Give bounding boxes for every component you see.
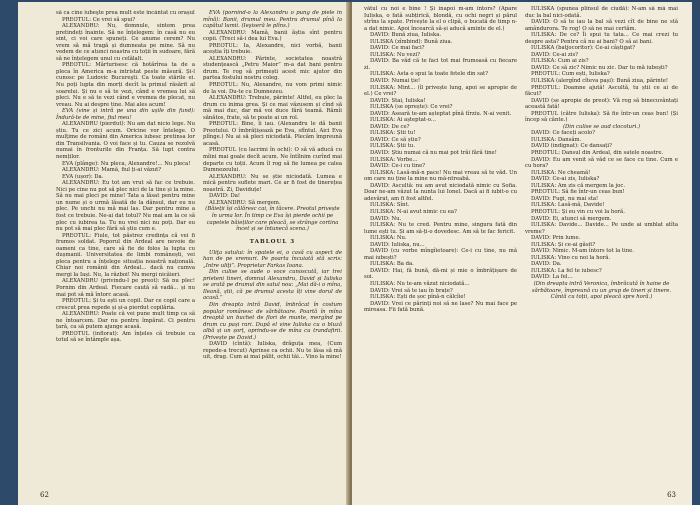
dialogue-line: PREOTUL (către Iuliska): Să fie într-un ceas bun! (Și încep să cânte.): [525, 110, 678, 124]
dialogue-line: PREOTUL: Ce vrei să spui?: [62, 16, 136, 23]
dialogue-line: IULISKA: Nu te-am văzut niciodată...: [370, 280, 470, 287]
dialogue-line: DAVID: Ce-i cu tine?: [370, 163, 426, 170]
dialogue-line: IULISKA: Ne cheamă!: [531, 169, 591, 176]
dialogue-line: IULISKA: Lasă-mă, Davide!: [531, 202, 605, 209]
dialogue-line: ALEXANDRU (pierdut): Nu am dat nicio lege. Nu știu. Tu ce zici acum. Oricine vor întelege. O mulțime de români din America iubesc pretinsa lor din Transilvania. O voi face și tu. Cauza se rezolvă numai în fronturile din Franța. Să lupt contra nemților.: [56, 121, 195, 161]
dialogue-line: DAVID: Ba văd că te faci tot mai frumoasă cu fiecare zi.: [364, 58, 517, 71]
dialogue-line: DAVID: Vrei ce părinți noi să ne lase? Nu mai face pe mireasa. Fii fată bună.: [364, 300, 517, 314]
right-page-column-1: [364, 6, 517, 314]
dialogue-line: ALEXANDRU: Mamă, banii ăștia sînt pentru copii. (Treci să-i dea lui Eva.): [203, 29, 342, 43]
dialogue-line: IULISKA: Nu vezi?: [370, 51, 421, 58]
dialogue-line: PREOTUL: Fiule, tot păstrez credința că vei fi frumos soldat. Poporul din Ardeal are nevoie de oameni ca tine, care să fie de folos la lupta cu dușmanii. Universitatea de limbi românești, vei pleca pentru a înțelege situația noastră națională. Chiar noi românii din Ardeal... dacă nu cumva mergi la Iași. Nu, la război! Nu mergi nicăieri.: [56, 232, 195, 278]
stage-direction: (Băieții își călăresc cai, în tăcere. Preotul privește în urma lor. În timp ce Eva își pierde ochii pe capetele băieților care pleacă, se strânge cortina încet și se întunecă scena.): [205, 206, 340, 233]
dialogue-line: IULISKA: Davide... Davide... Pe unde ai umblat atîta vreme?: [525, 222, 678, 235]
dialogue-line: EVA (ușor): Da.: [62, 173, 104, 180]
dialogue-line: ALEXANDRU: Eu tot am vrut să fac ce trebuie. Nici pe cine nu pot să plec nici de la tine și la mine. Să nu mai pleci pe mine! Tata a lăsat pentru mine un nume și o urmă lăsată de la dânsul, dar eu nu plec. Pe unchi nu mă mai las. Dar pentru mine a fost ce trebuie. Ne-ai dat totul? Nu mai am la ce să plec cu iubirea ta. Tu nu vrei nici nu poți. Dar eu nu pot să mai plec fără să știu cum e.: [56, 180, 195, 233]
dialogue-line: să ca cine iubeşte prea mult este încântat cu orașul: [56, 10, 195, 16]
scene-title: TABLOUL 3: [249, 238, 296, 245]
page-number-left: 62: [40, 491, 49, 499]
dialogue-line: DAVID: Ce-ai zis, Iuliska?: [531, 176, 600, 183]
dialogue-line: IULISKA: Știi tu!: [370, 130, 416, 137]
dialogue-line: ALEXANDRU: Să mergem.: [209, 199, 281, 206]
left-page-column-1: [56, 10, 195, 361]
dialogue-line: PREOTUL: Și tu ești un copil. Dar ce copil care a crescut prea repede și și-a pierdut copilăria.: [56, 298, 195, 311]
dialogue-line: IULISKA: Ești de șoc pînă-n călcîie!: [370, 294, 466, 301]
dialogue-line: IULISKA: Am zis că mergem la joc.: [531, 182, 625, 189]
right-page-column-2: [525, 6, 678, 314]
dialogue-line: IULISKA: Și ce-ai găsit?: [531, 241, 596, 248]
dialogue-line: DAVID: Nu.: [370, 215, 402, 222]
dialogue-line: IULISKA: Ba da.: [370, 261, 414, 268]
dialogue-line: DAVID: Ce să zic? Nimic nu zic. Dar tu mă iubești?: [531, 64, 668, 71]
left-page-column-2: [203, 10, 342, 361]
dialogue-line: DAVID: De ce?: [370, 123, 410, 130]
dialogue-line: ALEXANDRU: Nu se știe niciodată. Lumea e mică pentru suflete mari. Ce ar fi fost de tinerețea noastră. Zi, Daviduțe!: [203, 173, 342, 193]
page-number-right: 63: [667, 491, 676, 499]
dialogue-line: ALEXANDRU: Mamă, fiul ți-ai văzut?: [62, 167, 162, 174]
dialogue-line: DAVID: Fugi, nu mai sta!: [531, 195, 599, 202]
dialogue-line: DAVID: La fel...: [531, 274, 573, 281]
stage-direction: Din culise se aude o voce cunoscută, iar trei prieteni tineri, domnul Alexandru, David și Iuliska se arată pe drumul din satul nou: „Mai dă-i o mîna, Ileană, știi, că pe drumul acesta îți vine dorul de acasă.”: [203, 269, 342, 302]
dialogue-line: DAVID: Hai, fă bună, dă-mi și mie o îmbrățișare de soi.: [364, 267, 517, 281]
dialogue-line: IULISKA: Asta o spui la toate fetele din sat?: [370, 71, 488, 78]
dialogue-line: DAVID (indignat): Ce dansați?: [531, 143, 612, 150]
dialogue-line: DAVID: Numai ție!: [370, 78, 421, 85]
dialogue-line: PREOTUL: Nu, Alexandre, nu vom primi nimic de la voi. Du-te cu Dumnezeu.: [203, 82, 342, 95]
dialogue-line: DAVID: Da!: [209, 193, 240, 200]
dialogue-line: PREOTUL: Bine, îi iau. (Alexandru le dă banii Preotului. O îmbrățișează pe Eva, sfîntul. Aici Eva plînge.) Nu ai să pleci niciodată. Plecăm împreună acasă.: [203, 121, 342, 147]
dialogue-line: DAVID: Bună ziua, Iuliska.: [370, 32, 442, 39]
stage-direction: Uliţa satului: în spatele ei, o casă cu aspect de han de pe vremuri. Pe poarta încuiată stă scris: „Intre uliţi”. Proprietar Farkas Ioana.: [203, 249, 342, 269]
dialogue-line: DAVID: Prin lume.: [531, 235, 581, 242]
dialogue-line: DAVID: Ce să știu?: [370, 136, 421, 143]
dialogue-line: IULISKA: N-ai avut nimic cu ea?: [370, 208, 457, 215]
dialogue-line: PREOTUL (cu lacrimi în ochi): O să vă aducă cu mîini mai goale decît acum. Ne întîlnim curînd mai departe cu toții. Acum îl rog să fie lumea pe calea Dumnezeului.: [203, 147, 342, 174]
dialogue-line: DAVID: Ascultă: nu am avut niciodată nimic cu Sofia. Doar ne-am văzut la nunta lui Ionel. Dacă ai fi iubit-o cu adevărat, am fi fost altfel.: [364, 182, 517, 202]
dialogue-line: DAVID: Iuliska, nu...: [370, 241, 425, 248]
dialogue-line: DAVID: Ce faceți acolo?: [531, 130, 596, 137]
dialogue-line: IULISKA: La fel te iubesc?: [531, 267, 602, 274]
dialogue-line: IULISKA: Vino cu noi la horă.: [531, 254, 611, 261]
stage-direction: EVA (vine și intră pe una din ușile din fund): Îndură-te de mine, fiul meu!: [56, 108, 195, 121]
dialogue-line: DAVID (cu vorbe mîngîietoare): Ce-i cu tine, nu mă mai iubești?: [364, 248, 517, 261]
dialogue-line: vătul cu noi e bine ! Și inapoi m-am întors? (Apare Iuliska, o fată subțirică, blondă, cu ochi negri și părul strîns la spate. Privește la el o clipă, o bucată de timp n-a dat nimic. Apoi încearcă să-și aducă aminte de el.): [364, 6, 517, 32]
dialogue-line: PREOTUL: Și eu vin cu voi la horă.: [531, 208, 625, 215]
stage-direction: (Din dreapta intră Veronica, îmbrăcată în haine de sărbătoare, împreună cu un grup de tineri și tinere. Cântă cu toții, apoi pleacă spre horă.): [531, 280, 672, 301]
dialogue-line: DAVID: Ce mai faci?: [370, 45, 425, 52]
dialogue-line: DAVID: Da.: [531, 261, 562, 268]
dialogue-line: IULISKA (batjocoritor): Ce-ai câștigat?: [531, 45, 636, 52]
dialogue-line: ALEXANDRU: Părinte, societatea noastră studențească „Petru Maior” m-a dat bani pentru drum. Te rog să primești acest mic ajutor din partea fostului nostru coleg.: [203, 55, 342, 82]
stage-direction: (Din culise se aud clocoturi.): [562, 123, 641, 130]
dialogue-line: DAVID: Ei, atunci să mergem.: [531, 215, 612, 222]
dialogue-line: IULISKA: De ce? Îi spui tu tata... Ce mai crezi tu despre asta? Pentru că nu ai bani? O să ai bani.: [525, 32, 678, 45]
dialogue-line: PREOTUL: Mărturisesc că hotărîrea ta de a pleca în America m-a intristat peste măsură. Și-l cunosc pe Ludovic Bucureşti. Ca toate stările ei. Nu poți lupta din morți decît la primul răsărit al soarelui. Și nu e să te vezi, când e vremea lui să pleci. Nu e să te vezi când e vremea de plecat, nu vreau. Nu ai despre tine. Mai ales acum!: [56, 62, 195, 108]
dialogue-line: DAVID: Aseară te-am așteptat pînă tîrziu. N-ai venit.: [370, 110, 512, 117]
dialogue-line: DAVID: Știu numai că nu mai pot trăi fără tine!: [370, 150, 497, 157]
dialogue-line: IULISKA (se oprește): Ce vrei?: [370, 104, 453, 111]
dialogue-line: IULISKA: Cum ai zis?: [531, 58, 589, 65]
left-page: [18, 2, 350, 505]
dialogue-line: DAVID: Ce-ai zis?: [531, 51, 578, 58]
dialogue-line: IULISKA: Ai așteptat-o...: [370, 117, 436, 124]
dialogue-line: IULISKA: Mint... (îl privește lung, apoi se apropie de el.) Ce vrei?: [364, 84, 517, 98]
dialogue-line: IULISKA: Vorbe...: [370, 156, 418, 163]
dialogue-line: DAVID: Stai, Iuliska!: [370, 97, 426, 104]
dialogue-line: IULISKA: Sînt.: [370, 202, 410, 209]
dialogue-line: DAVID: Vrei să te iau în brațe?: [370, 287, 453, 294]
dialogue-line: IULISKA: Știi tu.: [370, 143, 415, 150]
dialogue-line: IULISKA: Lasă-mă-n pace! Nu mai vreau să te văd. Un om care nu ține la mine nu mă-ntreabă.: [364, 169, 517, 183]
stage-direction: Din dreapta intră David, îmbrăcat în costum popular românesc de sărbătoare. Poartă în mîna dreaptă un buchet de flori de munte, mergînd pe drum cu pași rari. După el vine Iuliska cu o bluză albă și un șorț, oprindu-se de mîna cu trandafirii. (Privește pe David.): [203, 301, 342, 341]
dialogue-line: IULISKA (zîmbind): Bună ziua.: [370, 38, 453, 45]
right-page: [352, 2, 692, 505]
dialogue-line: PREOTUL: Cum ești, Iuliska?: [531, 71, 610, 78]
dialogue-line: IULISKA (alergînd cîteva pași): Bună ziua, părinte!: [531, 78, 669, 85]
dialogue-line: PREOTUL: Să fie într-un ceas bun!: [531, 189, 625, 196]
dialogue-line: DAVID (se apropie de preot): Vă rog să binecuvântați această fată!: [525, 97, 678, 111]
dialogue-line: DAVID: Eu am venit să văd ce se face cu tine. Cum e cu hora?: [525, 156, 678, 170]
dialogue-line: PREOTUL: Dansul din Ardeal, din satele noastre.: [531, 150, 664, 157]
dialogue-line: ALEXANDRU: Poate că vei pune mult timp ca să ne întoarcem. Dar nu pentru împărat. Ci pentru țară, ca să putem ajunge acasă.: [56, 311, 195, 331]
dialogue-line: IULISKA: Nu te cred. Pentru mine, singura fată din lume ești tu. Și am să-ți-o dovedesc. Am să te fac fericit.: [364, 222, 517, 235]
dialogue-line: DAVID: O să te iau la bal să vezi cît de bine ne stă amândurora. Te rog! O să ne mai certăm.: [525, 19, 678, 32]
dialogue-line: ALEXANDRU (privindu-l pe preot): Să nu plec! Pornim din Ardeal. Fiecare caută să vadă... și nu mai pot să mă întorc acasă.: [56, 278, 195, 298]
dialogue-line: PREOTUL: Doamne ajută! Ascultă, tu știi ce ai de făcut?: [525, 84, 678, 98]
dialogue-line: PREOTUL: Ia, Alexandre, nici vorbă, banii aceștia îți trebuie.: [203, 42, 342, 56]
stage-direction: EVA (pornind-o la Alexandru o pung de piele în mînă): Banii, drumul meu. Pentru drumul pînă la capătul lumii. (Ieşiseră le plîns.): [203, 10, 342, 30]
dialogue-line: DAVID: Nimic. M-am întors tot la tine.: [531, 248, 634, 255]
dialogue-line: DAVID (cîntă): Iuliska, drăguța mea, (Cum repede-a trecut) Aprinse ca ochii. Nu te lăsa să mă uit, drag. Cum ai mai pălit, ochii tăi… Vino la mine!: [203, 341, 342, 361]
dialogue-line: EVA (plânge): Nu pleca, Alexandre!... Nu pleca!: [62, 160, 191, 167]
dialogue-line: IULISKA (spunea plînsul de ciudă): N-am să mă mai duc la bal nici-odată.: [525, 6, 678, 19]
dialogue-line: ALEXANDRU: Trebuie, părinte! Altfel, eu plec la drum cu inima grea. Și ce mai văzusem și cînd să mă mai duc, dar mă voi duce fără teamă. Rămîi sănătos, frate, să te poate ai un rol.: [203, 95, 342, 121]
dialogue-line: ALEXANDRU: Nu, domnule, sintem prea pretindeți înainte. Să ne înțelegem: în casă nu eu sint, ci voi care spuneți. Ce anume cerem? Nu vrem să mă tragă și dumneata pe mine. Să nu vedem de ce atunci noastra cu toții în sudoare, fără să ne înțelegem unul cu celălalt.: [56, 23, 195, 62]
dialogue-line: IULISKA: Dansăm.: [531, 136, 582, 143]
dialogue-line: IULISKA: Nu.: [370, 235, 407, 242]
dialogue-line: PREOTUL (inflorat): Am înțeles că trebuie ca totul să se întâmple așa.: [56, 330, 195, 344]
